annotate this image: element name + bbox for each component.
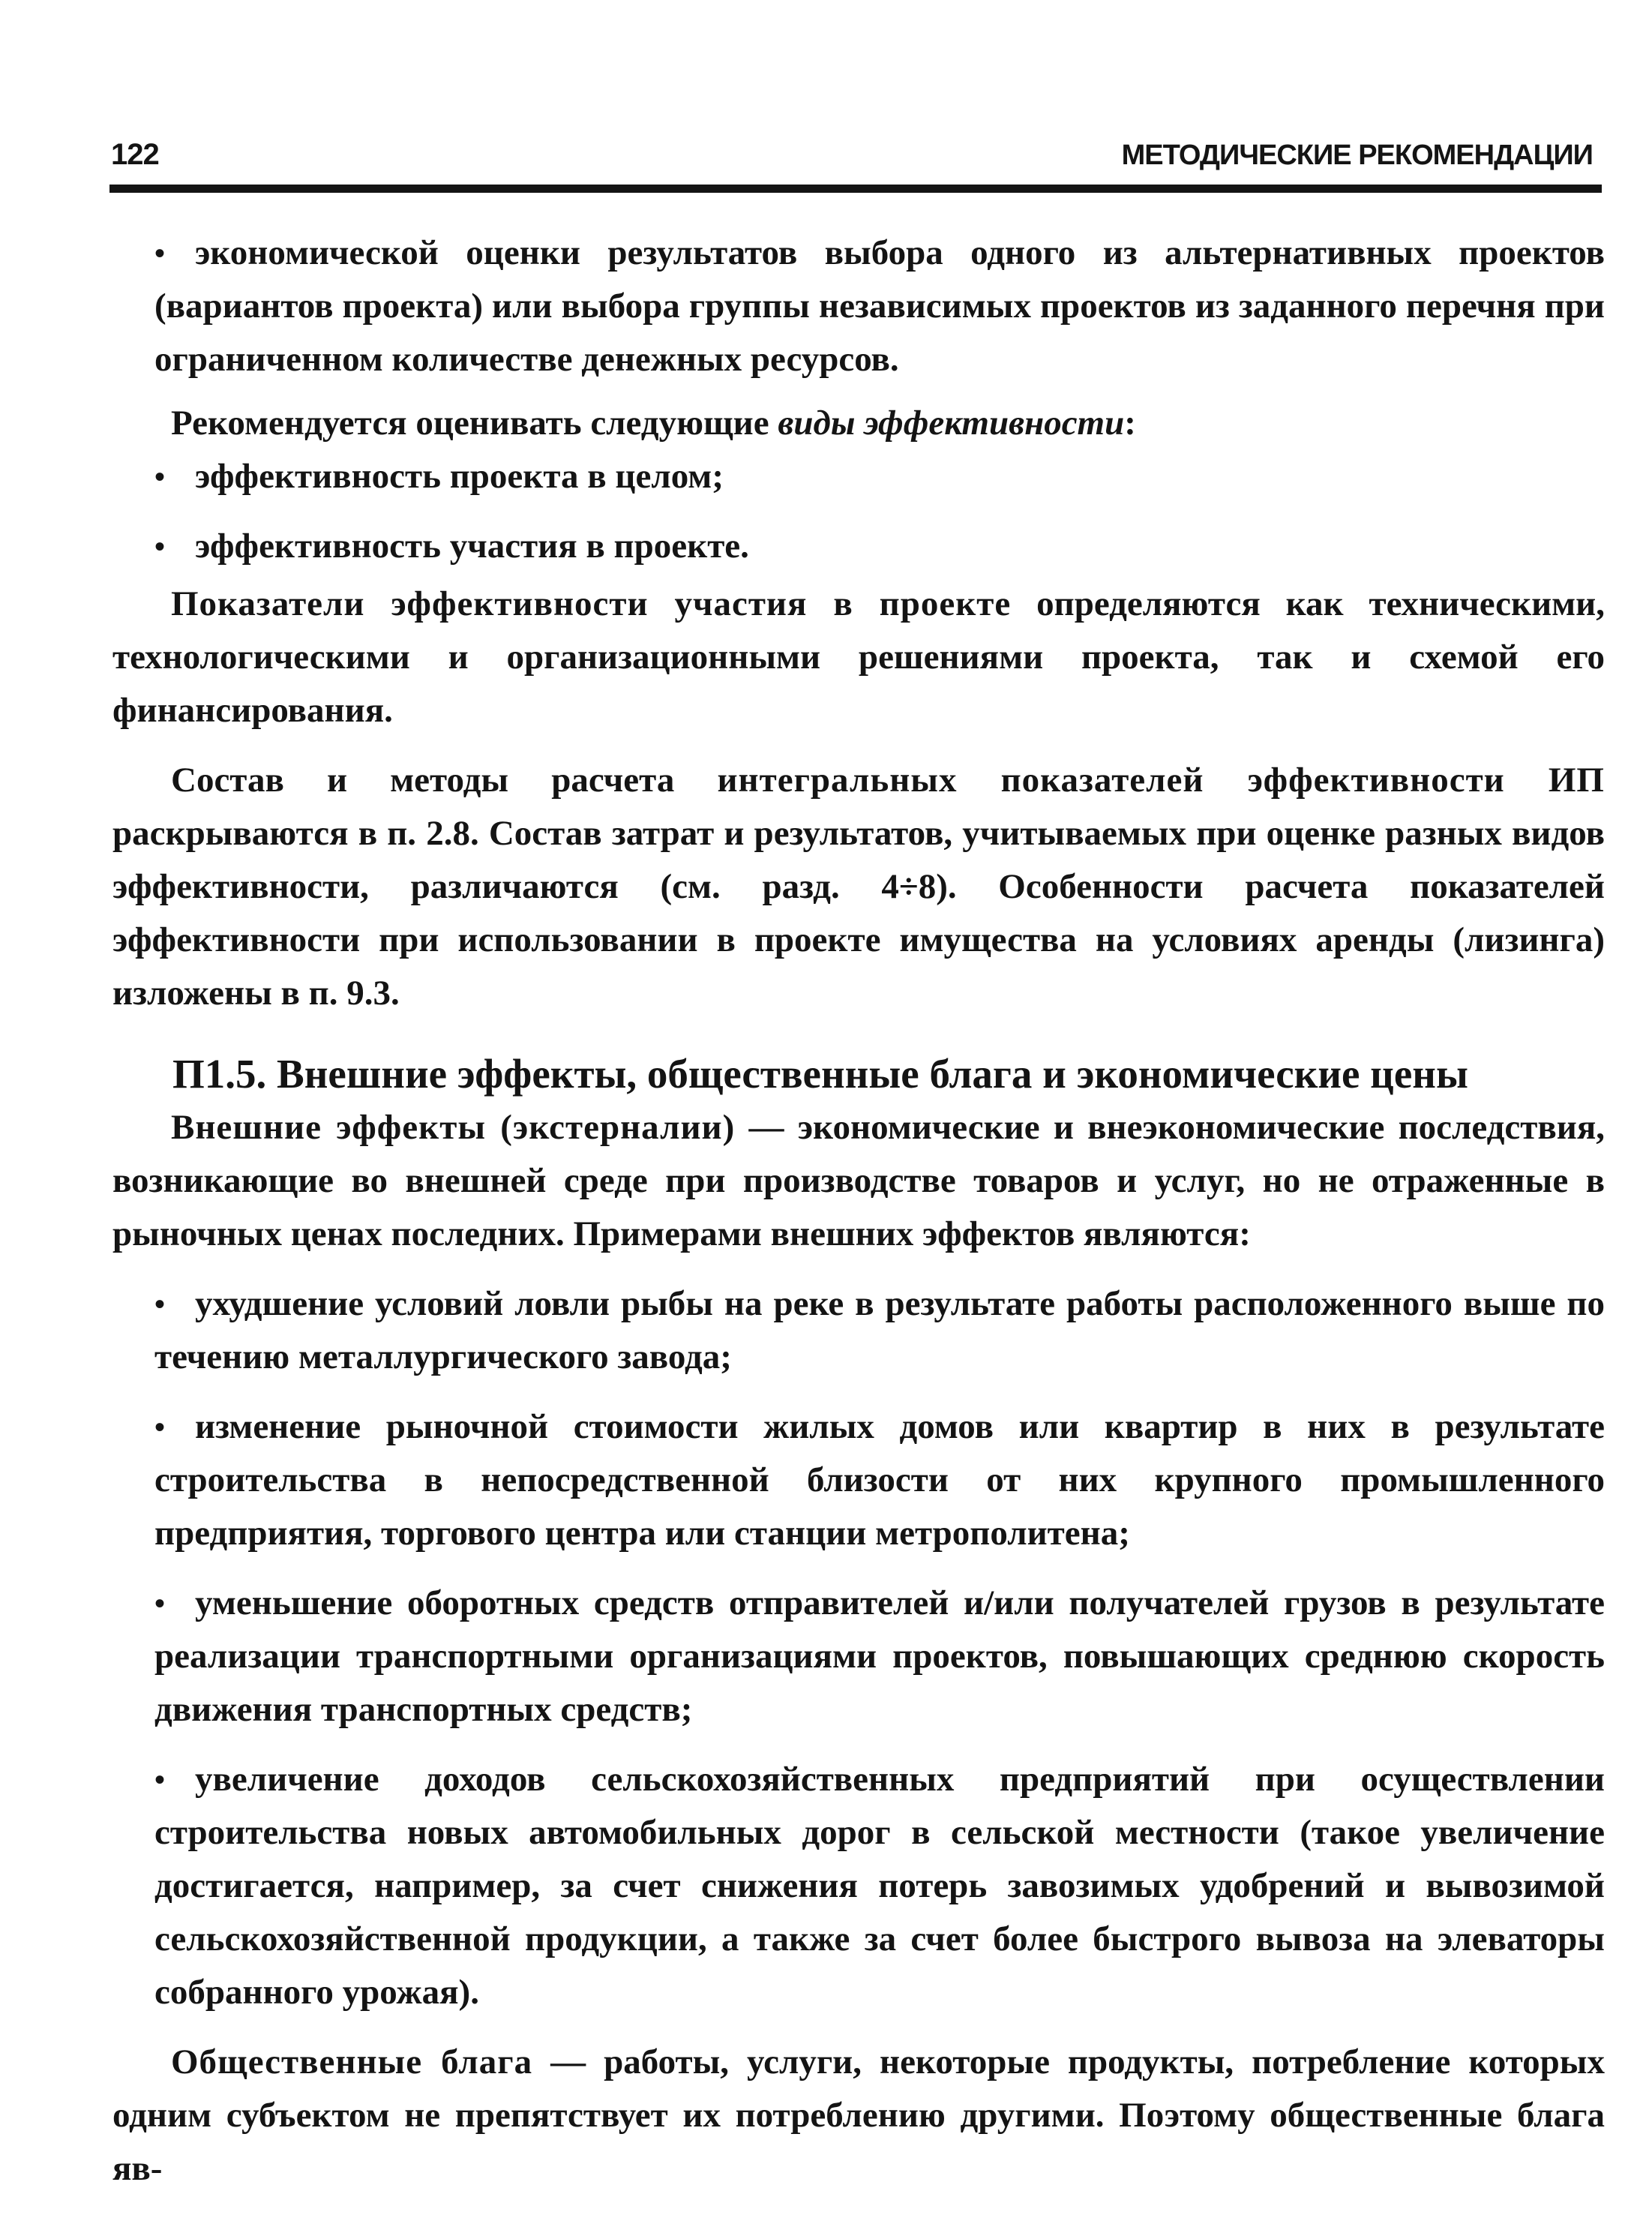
cost-evaluation-list — [112, 227, 1605, 386]
participation-term: Показатели эффективности участия в проекте — [171, 584, 1012, 623]
page-body — [112, 227, 1605, 2195]
bullet-icon: • — [154, 530, 166, 563]
bullet-icon: • — [154, 1287, 166, 1321]
efficiency-types-intro — [112, 397, 1605, 450]
integral-pre: Состав и методы расчета — [171, 761, 718, 800]
section-title: П1.5. Внешние эффекты, общественные блага и экономические цены — [172, 1051, 1468, 1097]
public-goods-paragraph — [112, 2036, 1605, 2195]
externality-examples-list — [112, 1277, 1605, 2019]
list-item — [112, 1400, 1605, 1560]
participation-paragraph — [112, 578, 1605, 737]
list-item — [112, 520, 1605, 573]
bullet-icon: • — [154, 1763, 166, 1796]
running-title: МЕТОДИЧЕСКИЕ РЕКОМЕНДАЦИИ — [1121, 140, 1593, 171]
list-item-text: ухудшение условий ловли рыбы на реке в результате работы расположенного выше по течению металлургического завода; — [154, 1284, 1605, 1376]
public-goods-text: — работы, услуги, некоторые продукты, потребление которых одним субъектом не препятствует их потреблению другими. Поэтому общественные блага яв- — [112, 2042, 1606, 2188]
integral-term: интегральных показателей эффективности ИП — [717, 761, 1605, 800]
externalities-paragraph — [112, 1101, 1605, 1261]
page-number: 122 — [111, 138, 159, 171]
bullet-icon: • — [154, 1410, 166, 1444]
list-item — [112, 1277, 1605, 1384]
externalities-text: — экономические и внеэкономические последствия, возникающие во внешней среде при производстве товаров и услуг, но не отраженные в рыночных ценах последних. Примерами внешних эффектов являются: — [112, 1108, 1606, 1253]
bullet-icon: • — [154, 460, 166, 494]
list-item-text: изменение рыночной стоимости жилых домов или квартир в них в результате строительства в непосредственной близости от них крупного промышленного предприятия, торгового центра или станции метрополитена; — [154, 1407, 1605, 1553]
efficiency-types-term: виды эффективности — [778, 404, 1125, 443]
bullet-icon: • — [154, 236, 166, 270]
list-item — [112, 227, 1605, 386]
externalities-term: Внешние эффекты (экстерналии) — [171, 1108, 736, 1147]
participation-text: определяются как техническими, технологическими и организационными решениями проекта, так и схемой его финансирования. — [112, 584, 1605, 730]
list-item-text: уменьшение оборотных средств отправителей и/или получателей грузов в результате реализации транспортными организациями проектов, повышающих среднюю скорость движения транспортных средств; — [154, 1583, 1605, 1729]
list-item-text: экономической оценки результатов выбора одного из альтернативных проектов (вариантов проекта) или выбора группы независимых проектов из заданного перечня при ограниченном количестве денежных ресурсов. — [154, 233, 1605, 379]
intro-text: Рекомендуется оценивать следующие — [171, 404, 778, 443]
intro-colon: : — [1124, 404, 1136, 443]
efficiency-types-list — [112, 450, 1605, 573]
integral-indicators-paragraph — [112, 754, 1605, 1020]
bullet-icon: • — [154, 1586, 166, 1620]
list-item-text: увеличение доходов сельскохозяйственных предприятий при осуществлении строительства новых автомобильных дорог в сельской местности (такое увеличение достигается, например, за счет снижения потерь завозимых удобрений и вывозимой сельскохозяйственной продукции, а также за счет более быстрого вывоза на элеваторы собранного урожая). — [154, 1760, 1605, 2012]
list-item — [112, 1753, 1605, 2019]
integral-text: раскрываются в п. 2.8. Состав затрат и результатов, учитываемых при оценке разных видов эффективности, различаются (см. разд. 4÷8). Особенности расчета показателей эффективности при использовании в проекте имущества на условиях аренды (лизинга) изложены в п. 9.3. — [112, 814, 1605, 1013]
page-header — [111, 138, 1599, 186]
public-goods-term: Общественные блага — [171, 2042, 533, 2081]
list-item-text: эффективность участия в проекте. — [195, 527, 749, 566]
header-rule — [109, 185, 1602, 193]
list-item — [112, 1577, 1605, 1736]
list-item — [112, 450, 1605, 503]
list-item-text: эффективность проекта в целом; — [195, 457, 724, 496]
